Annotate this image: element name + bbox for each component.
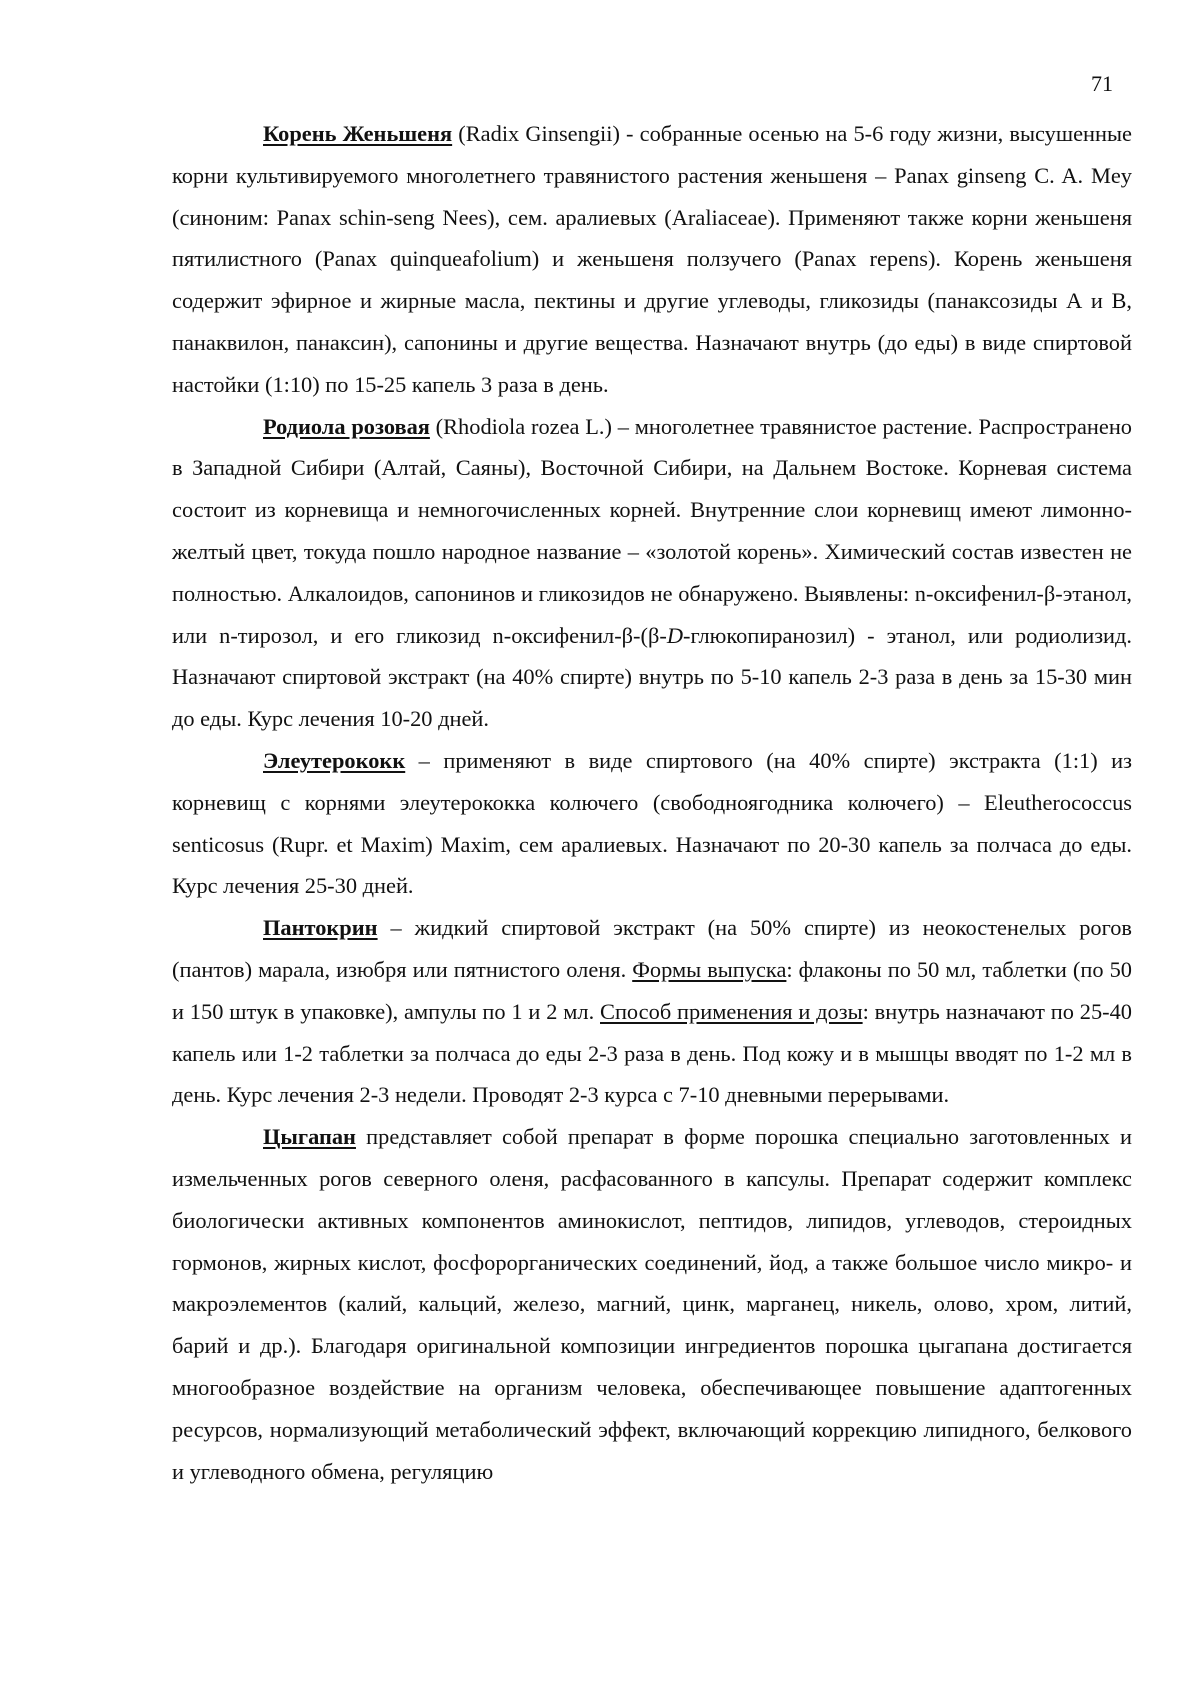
page-number: 71 bbox=[1091, 71, 1113, 96]
text-body bbox=[172, 113, 1132, 1492]
paragraph-tsygapan bbox=[172, 1116, 1132, 1492]
paragraph-pantocrine-text-a: – жидкий спиртовой экстракт (на 50% спирте) из неокостенелых рогов (пантов) марала, изюбря или пятнистого оленя. bbox=[172, 915, 1132, 982]
label-release-forms: Формы выпуска bbox=[632, 956, 787, 982]
paragraph-eleutherococcus bbox=[172, 740, 1132, 907]
paragraph-tsygapan-text: представляет собой препарат в форме порошка специально заготовленных и измельченных рогов северного оленя, расфасованного в капсулы. Препарат содержит комплекс биологически активных компонентов аминокислот, пептидов, липидов, углеводов, стероидных гормонов, жирных кислот, фосфорорганических соединений, йод, а также большое число микро- и макроэлементов (калий, кальций, железо, магний, цинк, марганец, никель, олово, хром, литий, барий и др.). Благодаря оригинальной композиции ингредиентов порошка цыгапана достигается многообразное воздействие на организм человека, обеспечивающее повышение адаптогенных ресурсов, нормализующий метаболический эффект, включающий коррекцию липидного, белкового и углеводного обмена, регуляцию bbox=[172, 1124, 1132, 1484]
paragraph-rhodiola-text-b: -глюкопиранозил) - этанол, или родиолизид. Назначают спиртовой экстракт (на 40% спирте) внутрь по 5-10 капель 2-3 раза в день за 15-30 мин до еды. Курс лечения 10-20 дней. bbox=[172, 622, 1133, 732]
paragraph-rhodiola-italic-d: D bbox=[666, 622, 683, 648]
term-ginseng-root: Корень Женьшеня bbox=[263, 121, 453, 146]
term-pantocrine: Пантокрин bbox=[263, 915, 378, 941]
paragraph-ginseng-text: (Radix Ginsengii) - собранные осенью на 5-6 году жизни, высушенные корни культивируемого многолетнего травянистого растения женьшеня – Panax ginseng C. A. Mey (синоним: Panax schin-seng Nees), сем. аралиевых (Araliaceae). Применяют также корни женьшеня пятилистного (Panax quinqueafolium) и женьшеня ползучего (Panax repens). Корень женьшеня содержит эфирное и жирные масла, пектины и другие углеводы, гликозиды (панаксозиды А и В, панаквилон, панаксин), сапонины и другие вещества. Назначают внутрь (до еды) в виде спиртовой настойки (1:10) по 15-25 капель 3 раза в день. bbox=[172, 121, 1132, 397]
paragraph-ginseng bbox=[172, 113, 1132, 406]
paragraph-pantocrine-text-c: : внутрь назначают по 25-40 капель или 1-2 таблетки за полчаса до еды 2-3 раза в день. Под кожу и в мышцы вводят по 1-2 мл в день. Курс лечения 2-3 недели. Проводят 2-3 курса с 7-10 дневными перерывами. bbox=[172, 998, 1132, 1108]
paragraph-rhodiola-text-a: (Rhodiola rozea L.) – многолетнее травянистое растение. Распространено в Западной Сибири (Алтай, Саяны), Восточной Сибири, на Дальнем Востоке. Корневая система состоит из корневища и немногочисленных корней. Внутренние слои корневищ имеют лимонно-желтый цвет, токуда пошло народное название – «золотой корень». Химический состав известен не полностью. Алкалоидов, сапонинов и гликозидов не обнаружено. Выявлены: n-оксифенил-β-этанол, или n-тирозол, и его гликозид n-оксифенил-β-(β- bbox=[172, 413, 1132, 648]
paragraph-rhodiola bbox=[172, 406, 1132, 740]
term-rhodiola-rosea: Родиола розовая bbox=[263, 413, 430, 439]
paragraph-eleutherococcus-text: – применяют в виде спиртового (на 40% спирте) экстракта (1:1) из корневищ с корнями элеутерококка колючего (свободноягодника колючего) – Eleutherococcus senticosus (Rupr. et Maxim) Maxim, сем аралиевых. Назначают по 20-30 капель за полчаса до еды. Курс лечения 25-30 дней. bbox=[172, 747, 1132, 899]
term-tsygapan: Цыгапан bbox=[263, 1124, 356, 1150]
paragraph-pantocrine-text-b: : флаконы по 50 мл, таблетки (по 50 и 150 штук в упаковке), ампулы по 1 и 2 мл. bbox=[172, 956, 1132, 1024]
paragraph-pantocrine bbox=[172, 907, 1132, 1116]
label-method-and-doses: Способ применения и дозы bbox=[600, 998, 863, 1024]
term-eleutherococcus: Элеутерококк bbox=[263, 747, 406, 773]
